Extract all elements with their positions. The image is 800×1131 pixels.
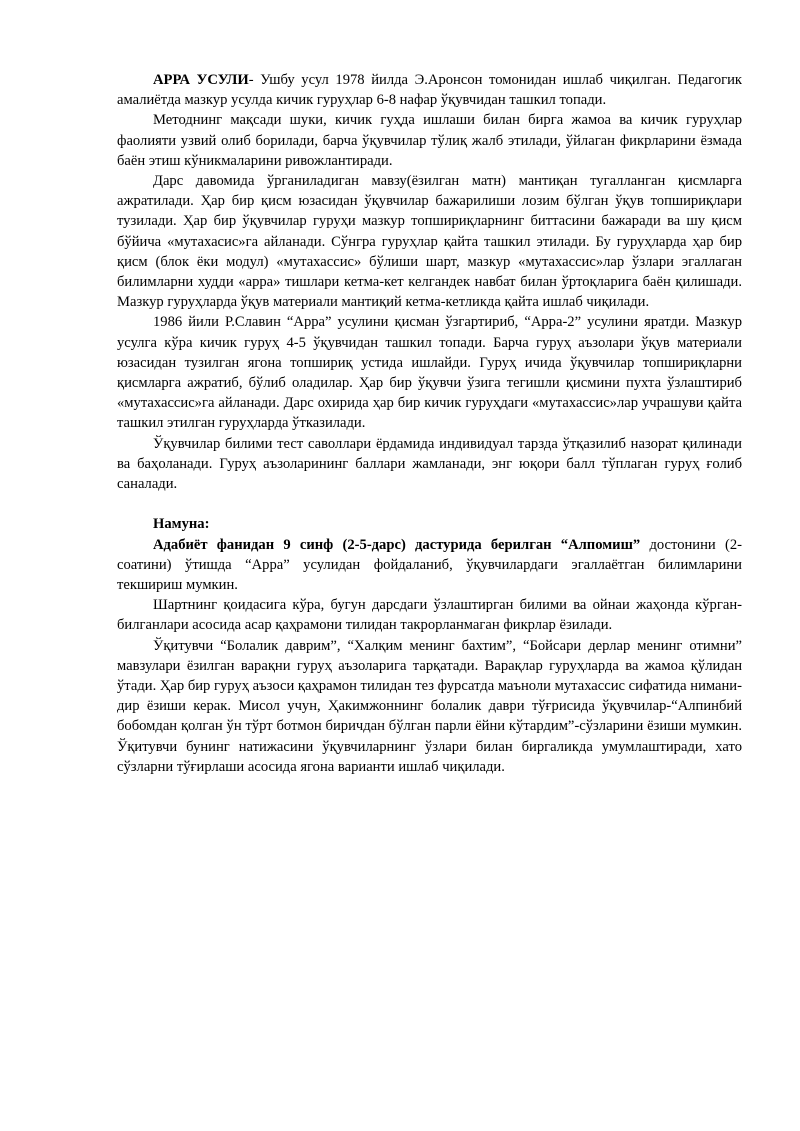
- method-intro-text: - Ушбу усул 1978 йилда Э.Аронсон томонидан ишлаб чиқилган. Педагогик амалиётда мазкур усулда кичик гуруҳлар 6-8 нафар ўқувчидан ташкил топади.: [117, 72, 742, 109]
- example-lesson-text: достонини (2-соатини) ўтишда “Арра” усулидан фойдаланиб, ўқувчилардаги эгаллаётган билимларини текшириш мумкин.: [117, 536, 742, 594]
- example-lesson-title: Адабиёт фанидан 9 синф (2-5-дарс) дастурида берилган “Алпомиш”: [153, 536, 641, 553]
- paragraph-example-lesson: [117, 535, 742, 596]
- document-page: [117, 70, 742, 777]
- paragraph-lesson-process: Дарс давомида ўрганиладиган мавзу(ёзилган матн) мантиқан тугалланган қисмларга ажратилади. Ҳар бир қисм юзасидан ўқувчилар бажарилиши лозим бўлган ўқув топшириқлари тузилади. Ҳар бир ўқувчилар гуруҳи мазкур топшириқларнинг биттасини бажаради ва шу қисм бўйича «мутахасис»га айланади. Сўнгра гуруҳлар қайта ташкил этилади. Бу гуруҳларда ҳар бир қисм (блок ёки модул) «мутахассис» бўлиши шарт, мазкур «мутахассис»лар ўзлари эгаллаган билимларни худди «арра» тишлари кетма-кет келгандек навбат билан ўртоқларига баён қилишади. Мазкур гуруҳларда ўқув материали мантиқий кетма-кетликда қайта ишлаб чиқилади.: [117, 173, 742, 311]
- paragraph-teacher-activity: Ўқитувчи “Болалик даврим”, “Халқим менинг бахтим”, “Бойсари дерлар менинг отимни” мавзулари ёзилган варақни гуруҳ аъзоларига тарқатади. Варақлар гуруҳларда ва жамоа қўлидан ўтади. Ҳар бир гуруҳ аъзоси қаҳрамон тилидан тез фурсатда маъноли мутахассис сифатида ниманидир ёзиши керак. Мисол учун, Ҳакимжоннинг болалик даври тўғрисида ўқувчилар-“Алпинбий бобомдан қолган ўн тўрт ботмон биричдан бўлган парли ёйни кўтардим”-сўзларини ёзиши мумкин. Ўқитувчи бунинг натижасини ўқувчиларнинг ўзлари билан биргаликда умумлаштиради, хато сўзларни тўғирлаши асосида ягона варианти ишлаб чиқилади.: [117, 637, 742, 775]
- paragraph-arra-method: [117, 70, 742, 110]
- paragraph-arra-2: 1986 йили Р.Славин “Арра” усулини қисман ўзгартириб, “Арра-2” усулини яратди. Мазкур усулга кўра кичик гуруҳ 4-5 ўқувчидан ташкил топади. Барча гуруҳ аъзолари ўқув материали юзасидан тузилган ягона топшириқ устида ишлайди. Гуруҳ ичида ўқувчилар топшириқларни қисмларга ажратиб, бўлиб оладилар. Ҳар бир ўқувчи ўзига тегишли қисмини пухта ўзлаштириб «мутахассис»га айланади. Дарс охирида ҳар бир кичик гуруҳдаги «мутахассис»лар учрашуви қайта ташкил этилган гуруҳларда ўтказилади.: [117, 314, 742, 432]
- paragraph-assessment: Ўқувчилар билими тест саволлари ёрдамида индивидуал тарзда ўтқазилиб назорат қилинади ва баҳоланади. Гуруҳ аъзоларининг баллари жамланади, энг юқори балл тўплаган гуруҳ ғолиб саналади.: [117, 435, 742, 493]
- method-title: АРРА УСУЛИ: [153, 72, 249, 88]
- paragraph-method-goal: Методнинг мақсади шуки, кичик гуҳда ишлаши билан бирга жамоа ва кичик гуруҳлар фаолияти узвий олиб борилади, барча ўқувчилар тўлиқ жалб этилади, ўйлаган фикрларини ёзмада баён этиш кўникмаларини ривожлантиради.: [117, 112, 742, 169]
- example-heading: Намуна:: [153, 516, 210, 533]
- paragraph-rules: Шартнинг қоидасига кўра, бугун дарсдаги ўзлаштирган билими ва ойнаи жаҳонда кўрган-билганлари асосида асар қаҳрамони тилидан такрорланмаган фикрлар ёзилади.: [117, 597, 742, 634]
